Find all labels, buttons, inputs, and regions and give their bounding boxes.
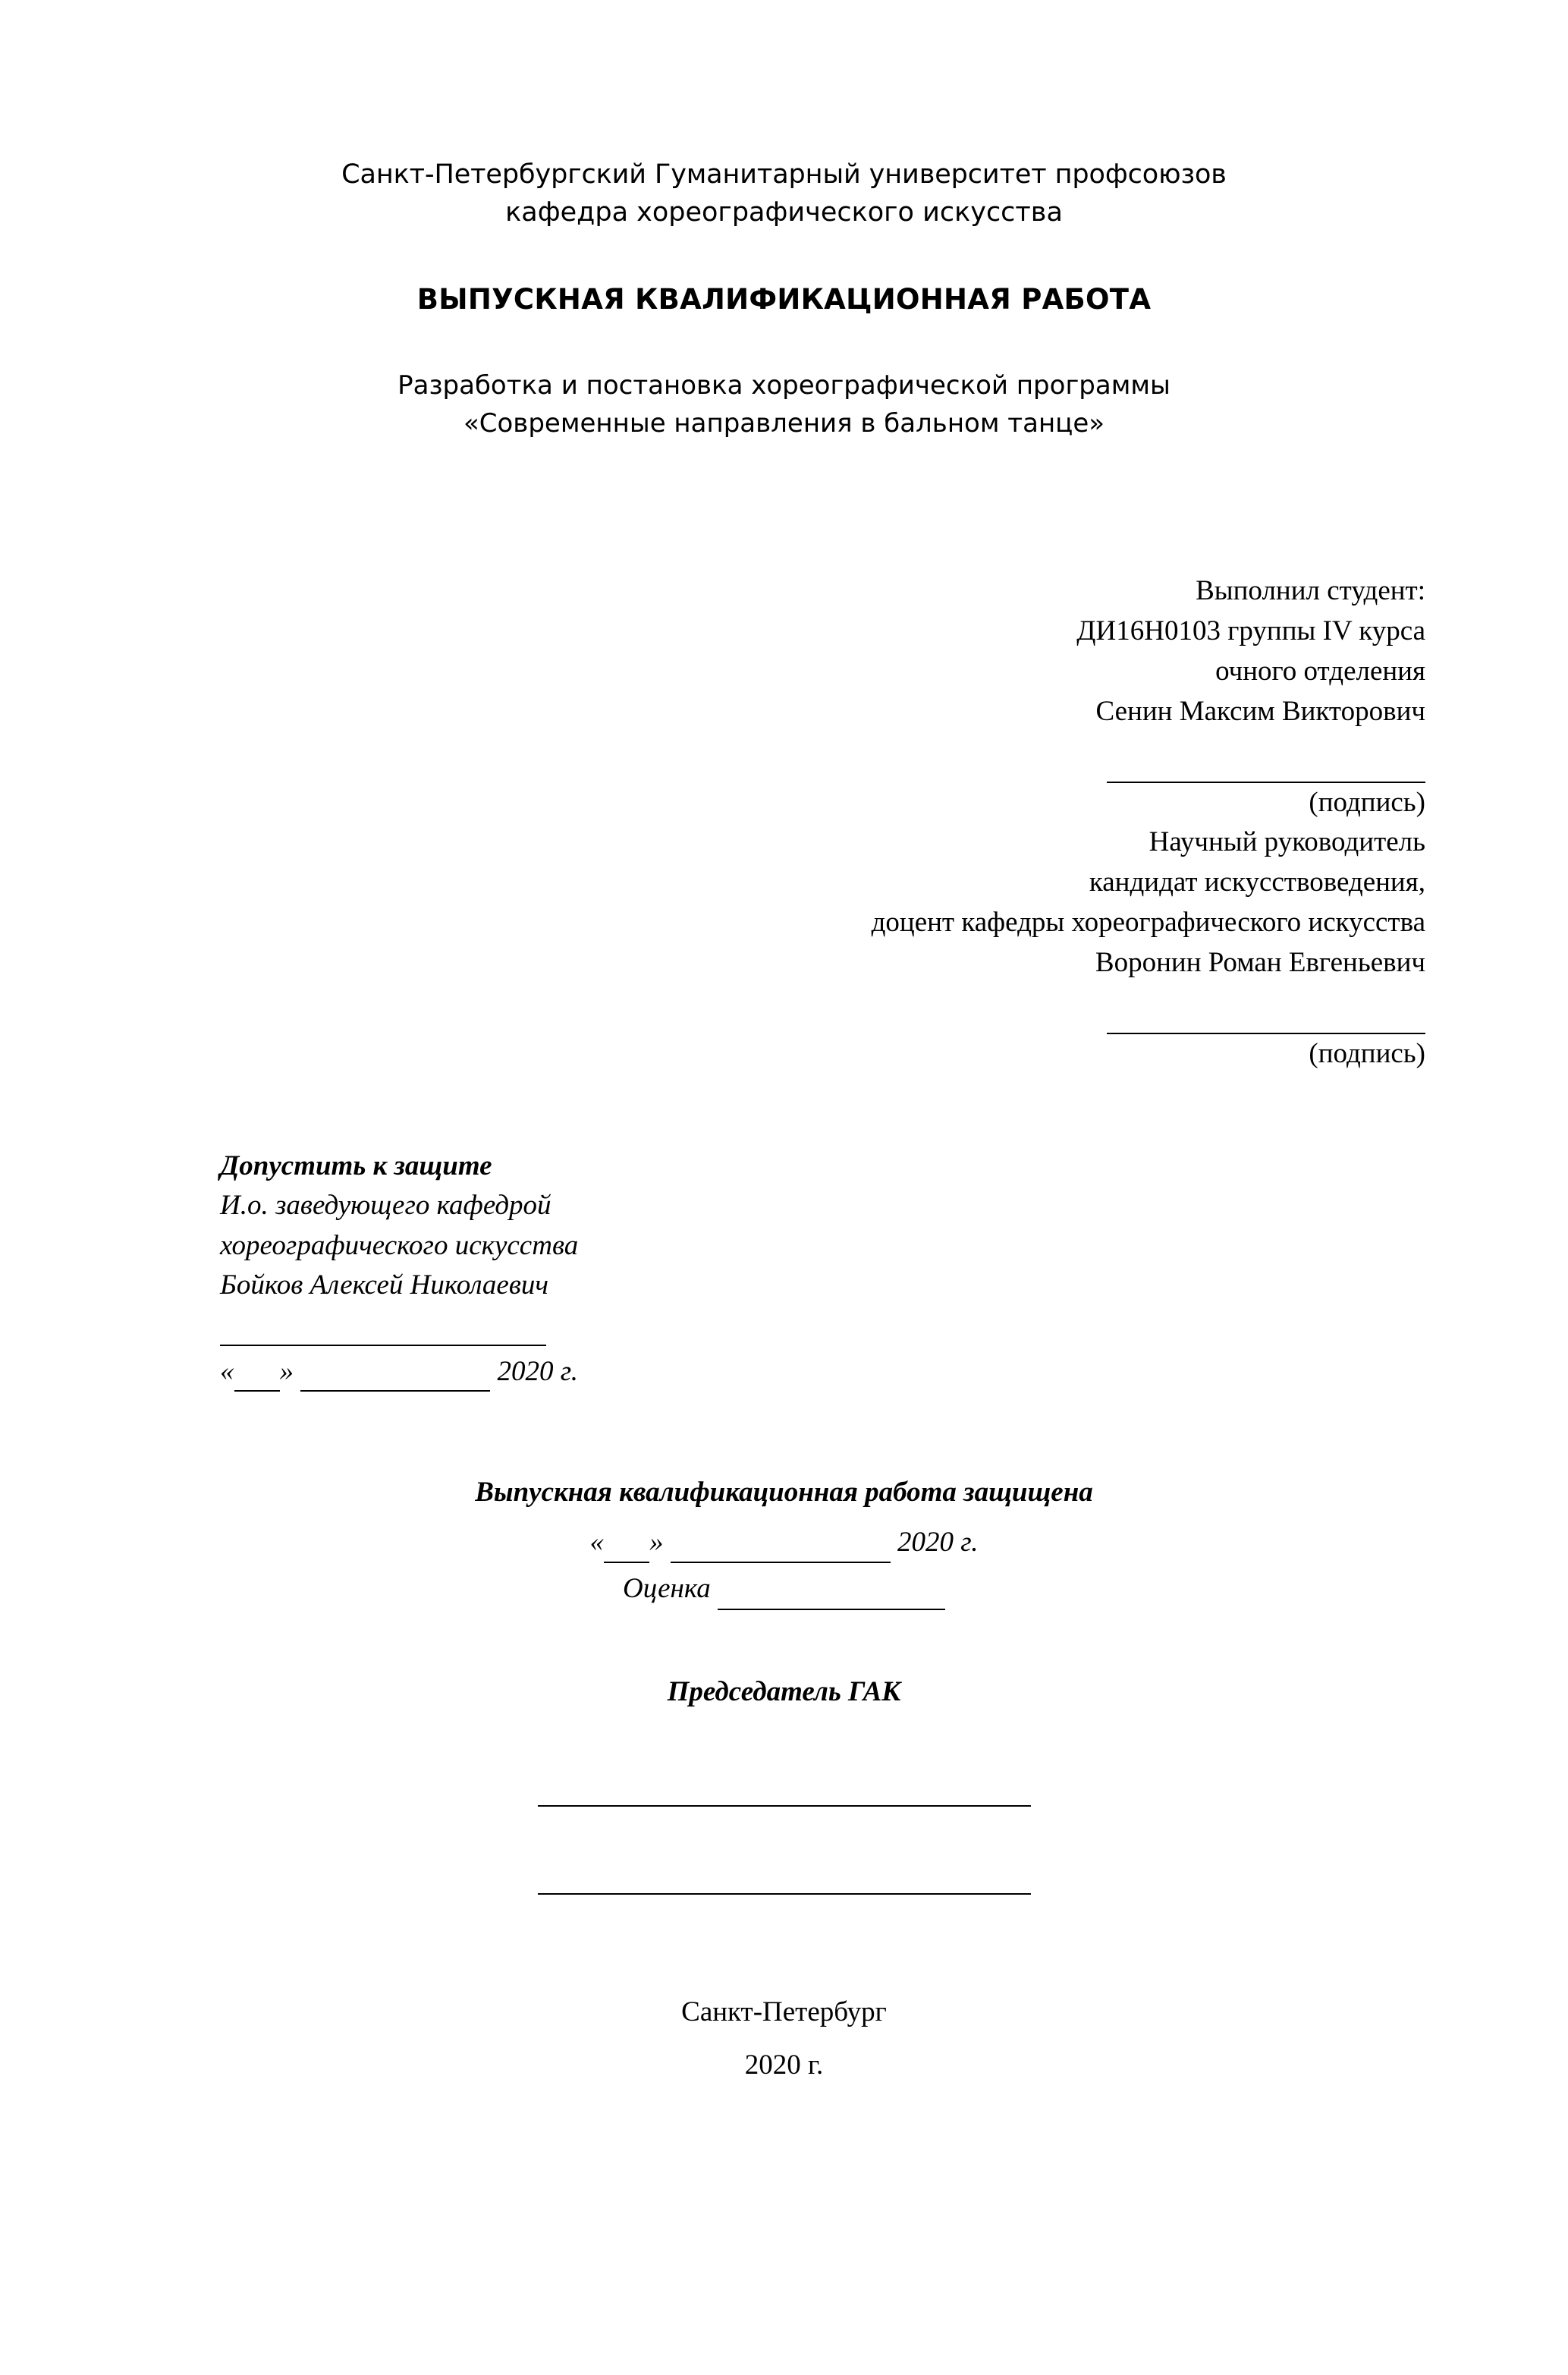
approval-year: 2020 г.	[497, 1355, 578, 1387]
chair-label: Председатель ГАК	[667, 1675, 901, 1707]
supervisor-signature-rule	[0, 994, 1425, 1034]
defense-year: 2020 г.	[897, 1526, 979, 1558]
supervisor-label: Научный руководитель	[1149, 826, 1425, 858]
month-blank	[300, 1373, 490, 1392]
defense-mark-line	[0, 1568, 1568, 1610]
month-blank	[671, 1545, 891, 1563]
university-name: Санкт-Петербургский Гуманитарный университет профсоюзов	[341, 159, 1227, 190]
approval-name: Бойков Алексей Николаевич	[220, 1269, 549, 1301]
thesis-title	[0, 367, 1568, 442]
approval-heading: Допустить к защите	[220, 1150, 492, 1181]
document-page	[0, 156, 1568, 2375]
date-quote-close: »	[649, 1526, 664, 1558]
author-supervisor-block	[0, 571, 1568, 1074]
approval-role-line1: И.о. заведующего кафедрой	[220, 1190, 551, 1222]
supervisor-position: доцент кафедры хореографического искусства	[871, 907, 1425, 939]
mark-blank	[718, 1592, 945, 1610]
department-name: кафедра хореографического искусства	[505, 197, 1063, 228]
approval-role-line2: хореографического искусства	[220, 1229, 579, 1261]
author-label: Выполнил студент:	[1196, 574, 1425, 606]
mark-label: Оценка	[622, 1573, 711, 1605]
defense-date-line	[0, 1521, 1568, 1564]
supervisor-degree: кандидат искусствоведения,	[1089, 867, 1425, 898]
author-signature-caption: (подпись)	[1309, 786, 1425, 818]
approval-date-line	[220, 1352, 1568, 1392]
thesis-title-line1: Разработка и постановка хореографической программы	[397, 370, 1171, 401]
approval-signature-rule	[220, 1306, 1568, 1346]
signature-line	[1107, 759, 1425, 783]
defense-heading: Выпускная квалификационная работа защищена	[475, 1477, 1093, 1508]
author-group: ДИ16Н0103 группы IV курса	[1076, 615, 1425, 646]
footer-city: Санкт-Петербург	[681, 1996, 887, 2028]
day-blank	[234, 1373, 280, 1392]
spacer	[0, 732, 1425, 743]
chair-signature-line-2	[538, 1892, 1031, 1895]
author-name: Сенин Максим Викторович	[1095, 695, 1425, 727]
footer-block	[0, 1986, 1568, 2093]
signature-line	[220, 1325, 546, 1346]
document-type-heading: ВЫПУСКНАЯ КВАЛИФИКАЦИОННАЯ РАБОТА	[416, 283, 1152, 316]
footer-year: 2020 г.	[744, 2049, 824, 2081]
date-quote-open: «	[220, 1355, 234, 1387]
header-block	[0, 156, 1568, 231]
date-quote-close: »	[279, 1355, 294, 1387]
author-signature-rule	[0, 743, 1425, 783]
signature-line	[1107, 1010, 1425, 1034]
date-quote-open: «	[589, 1526, 605, 1558]
thesis-title-line2: «Современные направления в бальном танце»	[463, 407, 1105, 439]
approval-block	[0, 1147, 1568, 1392]
chair-signature-line-1	[538, 1804, 1031, 1807]
author-study-form: очного отделения	[1215, 655, 1425, 687]
supervisor-name: Воронин Роман Евгеньевич	[1095, 947, 1425, 979]
spacer	[0, 983, 1425, 994]
day-blank	[604, 1545, 649, 1563]
supervisor-signature-caption: (подпись)	[1309, 1037, 1425, 1069]
defense-block	[0, 1471, 1568, 1895]
